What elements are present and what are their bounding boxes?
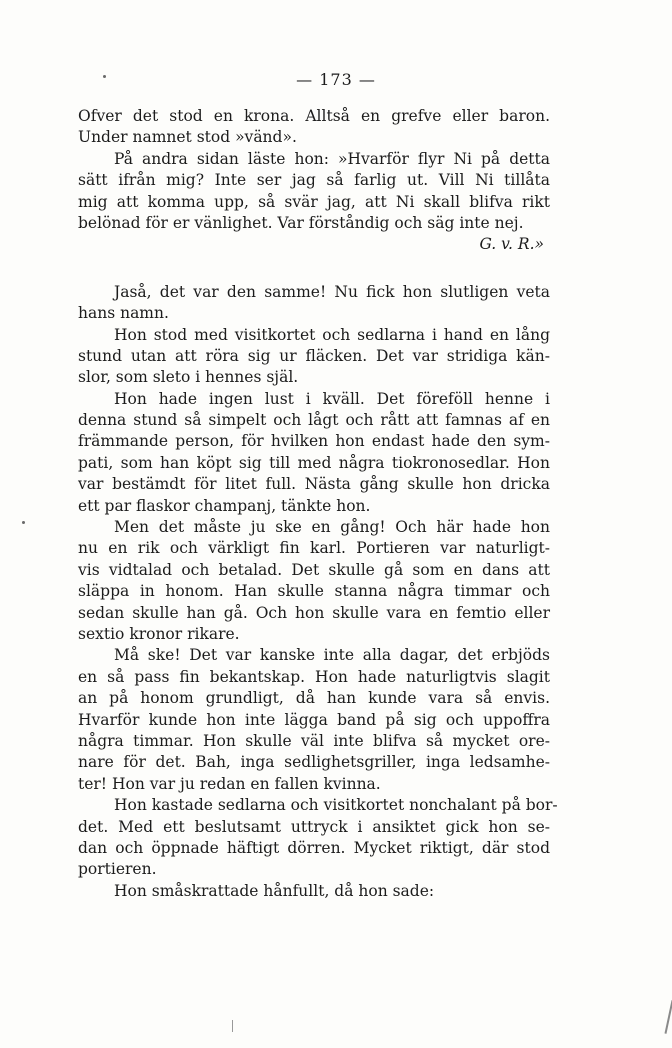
paragraph xyxy=(78,149,550,235)
text-line: det. Med ett beslutsamt uttryck i ansiktet gick hon se- xyxy=(78,817,550,836)
page-number: — 173 — xyxy=(296,70,376,89)
text-line: Må ske! Det var kanske inte alla dagar, det erbjöds xyxy=(114,646,550,665)
letter-signature: G. v. R.» xyxy=(479,235,544,254)
text-line: slor, som sleto i hennes själ. xyxy=(78,368,299,387)
text-line: Ofver det stod en krona. Alltså en grefve eller baron. xyxy=(78,107,550,125)
text-line: ter! Hon var ju redan en fallen kvinna. xyxy=(78,774,381,793)
paragraph xyxy=(78,325,550,389)
text-line: Jaså, det var den samme! Nu fick hon slutligen veta xyxy=(114,282,550,301)
text-line: vis vidtalad och betalad. Det skulle gå som en dans att xyxy=(78,560,550,579)
text-line: släppa in honom. Han skulle stanna några timmar och xyxy=(78,582,550,601)
paragraph xyxy=(78,106,550,149)
text-line: sätt ifrån mig? Inte ser jag så farlig ut. Vill Ni tillåta xyxy=(78,171,550,190)
text-line: en så pass fin bekantskap. Hon hade naturligtvis slagit xyxy=(78,667,550,686)
text-line: nare för det. Bah, inga sedlighetsgriller, inga ledsamhe- xyxy=(78,753,550,772)
page-bottom-mark xyxy=(232,1020,233,1032)
text-line: an på honom grundligt, då han kunde vara så envis. xyxy=(78,689,550,708)
text-line: hans namn. xyxy=(78,304,169,323)
text-line: nu en rik och värkligt fin karl. Portieren var naturligt- xyxy=(78,539,550,558)
text-line: Hon hade ingen lust i kväll. Det föreföll henne i xyxy=(114,389,550,408)
page-edge-mark xyxy=(664,1000,672,1034)
text-line: portieren. xyxy=(78,860,157,879)
text-line: Hon småskrattade hånfullt, då hon sade: xyxy=(114,881,435,900)
text-line: Hon kastade sedlarna och visitkortet nonchalant på bor- xyxy=(114,796,558,815)
paragraph-gap xyxy=(78,256,550,282)
text-line: sedan skulle han gå. Och hon skulle vara en femtio eller xyxy=(78,603,550,622)
body-text xyxy=(78,106,558,902)
paragraph xyxy=(78,645,550,795)
text-line: Hon stod med visitkortet och sedlarna i hand en lång xyxy=(114,325,550,344)
text-line: stund utan att röra sig ur fläcken. Det var stridiga kän- xyxy=(78,346,550,365)
text-line: främmande person, för hvilken hon endast hade den sym- xyxy=(78,432,550,451)
text-line: På andra sidan läste hon: »Hvarför flyr Ni på detta xyxy=(114,149,550,168)
print-speck xyxy=(22,521,25,524)
text-line: några timmar. Hon skulle väl inte blifva så mycket ore- xyxy=(78,731,550,750)
text-line: denna stund så simpelt och lågt och rått att famnas af en xyxy=(78,411,550,430)
text-line: Under namnet stod »vänd». xyxy=(78,128,297,147)
paragraph xyxy=(78,282,550,325)
print-speck xyxy=(103,75,106,78)
paragraph xyxy=(78,389,550,517)
text-line: ett par flaskor champanj, tänkte hon. xyxy=(78,496,371,515)
paragraph xyxy=(78,795,558,881)
paragraph xyxy=(78,517,550,645)
text-line: Men det måste ju ske en gång! Och här hade hon xyxy=(114,518,550,537)
paragraph xyxy=(78,881,550,902)
text-line: Hvarför kunde hon inte lägga band på sig och uppoffra xyxy=(78,710,550,729)
text-line: pati, som han köpt sig till med några tiokronosedlar. Hon xyxy=(78,453,550,472)
text-line: dan och öppnade häftigt dörren. Mycket riktigt, där stod xyxy=(78,838,550,857)
text-line: mig att komma upp, så svär jag, att Ni skall blifva rikt xyxy=(78,192,550,211)
text-line: var bestämdt för litet full. Nästa gång skulle hon dricka xyxy=(78,475,550,494)
text-line: sextio kronor rikare. xyxy=(78,624,240,643)
text-line: belönad för er vänlighet. Var förståndig och säg inte nej. xyxy=(78,213,524,232)
